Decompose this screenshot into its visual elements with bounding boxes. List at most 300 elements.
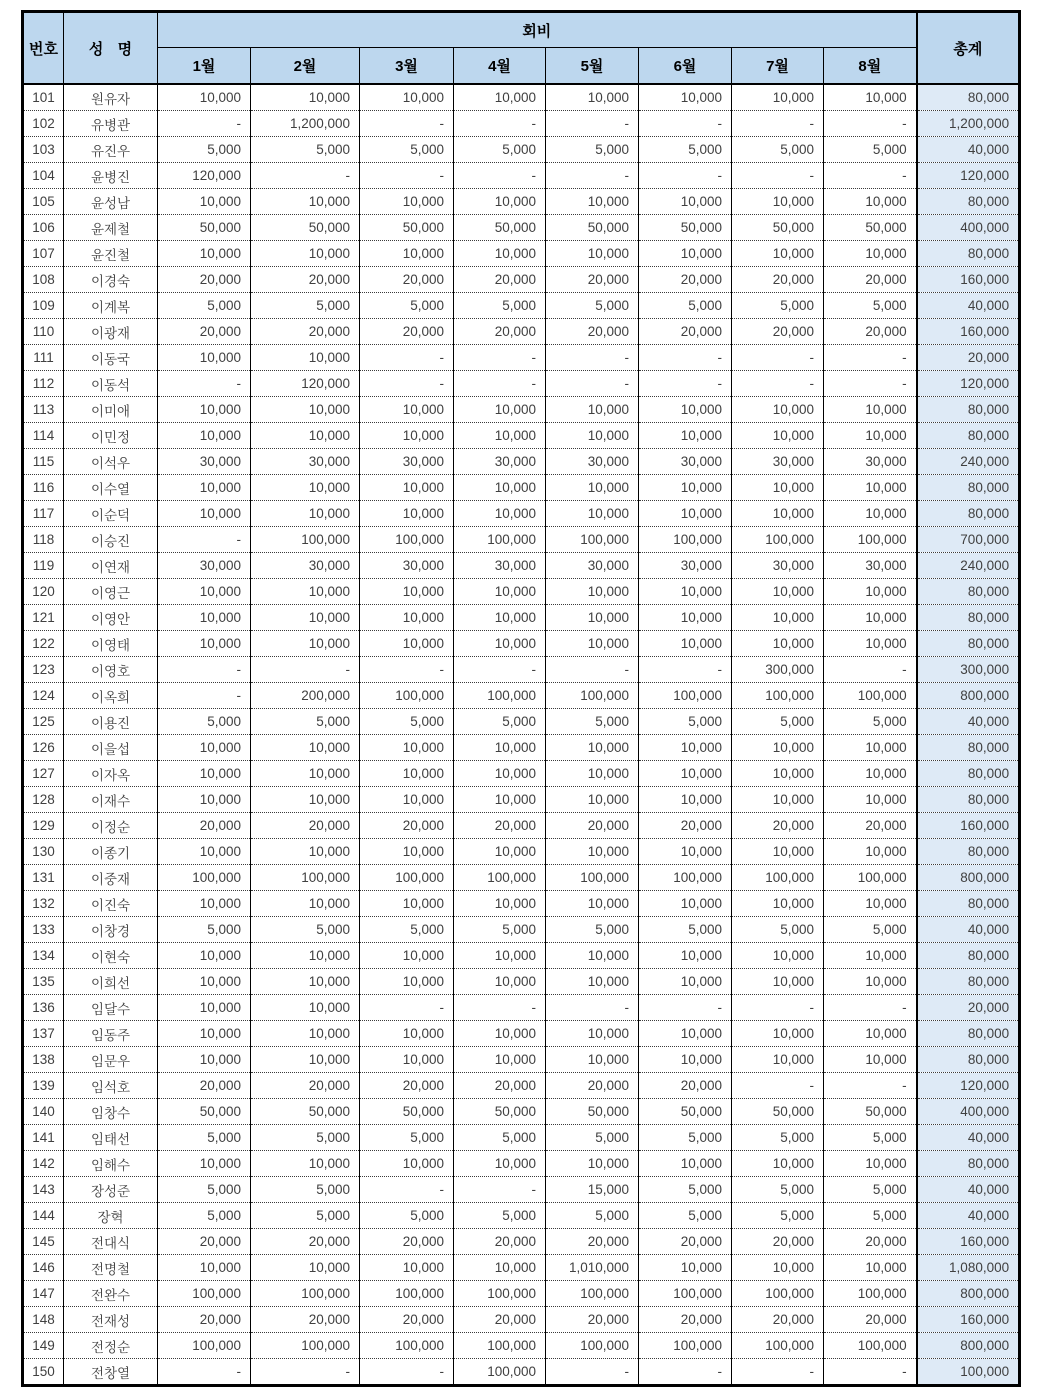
month-5-value-cell: 10,000: [546, 631, 639, 657]
month-6-value-cell: 10,000: [639, 241, 732, 267]
total-value-cell: 800,000: [917, 683, 1020, 709]
month-2-value-cell: 20,000: [251, 1229, 360, 1255]
table-row: [23, 579, 1020, 605]
month-3-value-cell: 50,000: [360, 215, 454, 241]
row-number-cell: 138: [23, 1047, 64, 1073]
month-8-value-cell: 100,000: [824, 1281, 917, 1307]
month-5-value-cell: 10,000: [546, 969, 639, 995]
month-2-value-cell: 10,000: [251, 1047, 360, 1073]
month-2-value-cell: -: [251, 1359, 360, 1386]
month-7-value-cell: 5,000: [732, 1203, 824, 1229]
month-5-value-cell: 10,000: [546, 501, 639, 527]
month-3-value-cell: 5,000: [360, 1125, 454, 1151]
month-1-value-cell: 120,000: [158, 163, 251, 189]
month-4-value-cell: 10,000: [454, 605, 546, 631]
month-3-value-cell: 5,000: [360, 1203, 454, 1229]
table-row: [23, 423, 1020, 449]
month-8-value-cell: 20,000: [824, 1229, 917, 1255]
table-row: [23, 345, 1020, 371]
member-name-cell: 이영호: [64, 657, 158, 683]
row-number-cell: 133: [23, 917, 64, 943]
month-3-value-cell: 10,000: [360, 943, 454, 969]
month-6-value-cell: 10,000: [639, 631, 732, 657]
month-3-value-cell: 10,000: [360, 241, 454, 267]
row-number-cell: 135: [23, 969, 64, 995]
month-4-value-cell: 30,000: [454, 553, 546, 579]
month-7-value-cell: 20,000: [732, 1307, 824, 1333]
month-7-value-cell: 20,000: [732, 813, 824, 839]
total-value-cell: 80,000: [917, 397, 1020, 423]
total-value-cell: 240,000: [917, 449, 1020, 475]
total-value-cell: 20,000: [917, 995, 1020, 1021]
month-2-value-cell: 5,000: [251, 1177, 360, 1203]
month-1-value-cell: 10,000: [158, 1255, 251, 1281]
month-5-value-cell: 5,000: [546, 1125, 639, 1151]
month-8-value-cell: 10,000: [824, 787, 917, 813]
month-8-value-cell: -: [824, 111, 917, 137]
month-5-value-cell: 100,000: [546, 527, 639, 553]
table-row: [23, 839, 1020, 865]
total-value-cell: 20,000: [917, 345, 1020, 371]
month-2-value-cell: 10,000: [251, 761, 360, 787]
month-1-value-cell: 100,000: [158, 1281, 251, 1307]
month-7-value-cell: 10,000: [732, 761, 824, 787]
month-6-value-cell: 10,000: [639, 1021, 732, 1047]
month-1-value-cell: 10,000: [158, 579, 251, 605]
month-4-value-cell: 10,000: [454, 891, 546, 917]
month-4-value-cell: 10,000: [454, 1021, 546, 1047]
total-value-cell: 1,080,000: [917, 1255, 1020, 1281]
month-2-value-cell: 5,000: [251, 709, 360, 735]
month-8-value-cell: 10,000: [824, 735, 917, 761]
month-2-value-cell: 100,000: [251, 527, 360, 553]
month-8-value-cell: 20,000: [824, 813, 917, 839]
month-7-value-cell: 20,000: [732, 267, 824, 293]
month-7-value-cell: 10,000: [732, 1255, 824, 1281]
month-2-value-cell: 10,000: [251, 345, 360, 371]
month-1-value-cell: 10,000: [158, 1151, 251, 1177]
month-3-value-cell: 10,000: [360, 605, 454, 631]
month-4-value-cell: -: [454, 371, 546, 397]
total-value-cell: 40,000: [917, 1125, 1020, 1151]
row-number-cell: 150: [23, 1359, 64, 1386]
month-6-value-cell: 100,000: [639, 527, 732, 553]
row-number-cell: 126: [23, 735, 64, 761]
total-value-cell: 300,000: [917, 657, 1020, 683]
row-number-cell: 124: [23, 683, 64, 709]
month-3-value-cell: 50,000: [360, 1099, 454, 1125]
month-5-value-cell: 20,000: [546, 813, 639, 839]
month-4-value-cell: 100,000: [454, 1359, 546, 1386]
fee-table: [21, 10, 1021, 1387]
member-name-cell: 이종기: [64, 839, 158, 865]
month-3-value-cell: 10,000: [360, 579, 454, 605]
month-2-value-cell: 50,000: [251, 1099, 360, 1125]
month-2-value-cell: 10,000: [251, 787, 360, 813]
month-1-value-cell: 50,000: [158, 1099, 251, 1125]
month-7-value-cell: 30,000: [732, 553, 824, 579]
month-4-value-cell: 10,000: [454, 397, 546, 423]
month-3-value-cell: 30,000: [360, 449, 454, 475]
month-2-value-cell: 10,000: [251, 189, 360, 215]
month-2-value-cell: 5,000: [251, 917, 360, 943]
member-name-cell: 이창경: [64, 917, 158, 943]
member-name-cell: 이현숙: [64, 943, 158, 969]
month-7-value-cell: 5,000: [732, 293, 824, 319]
month-2-value-cell: 10,000: [251, 475, 360, 501]
row-number-cell: 114: [23, 423, 64, 449]
month-1-value-cell: 10,000: [158, 631, 251, 657]
member-name-cell: 이계복: [64, 293, 158, 319]
month-7-value-cell: 10,000: [732, 735, 824, 761]
header-name: 성 명: [64, 12, 158, 85]
month-8-value-cell: 10,000: [824, 969, 917, 995]
month-8-value-cell: 20,000: [824, 319, 917, 345]
row-number-cell: 115: [23, 449, 64, 475]
month-1-value-cell: 50,000: [158, 215, 251, 241]
member-name-cell: 임해수: [64, 1151, 158, 1177]
month-6-value-cell: 10,000: [639, 397, 732, 423]
row-number-cell: 108: [23, 267, 64, 293]
month-3-value-cell: 10,000: [360, 761, 454, 787]
month-7-value-cell: 100,000: [732, 683, 824, 709]
month-1-value-cell: 20,000: [158, 267, 251, 293]
member-name-cell: 이영태: [64, 631, 158, 657]
total-value-cell: 80,000: [917, 501, 1020, 527]
month-5-value-cell: 15,000: [546, 1177, 639, 1203]
total-value-cell: 80,000: [917, 1047, 1020, 1073]
month-2-value-cell: 10,000: [251, 501, 360, 527]
month-4-value-cell: -: [454, 995, 546, 1021]
month-4-value-cell: 5,000: [454, 293, 546, 319]
month-1-value-cell: 10,000: [158, 761, 251, 787]
total-value-cell: 80,000: [917, 241, 1020, 267]
month-6-value-cell: 30,000: [639, 449, 732, 475]
month-2-value-cell: 10,000: [251, 1021, 360, 1047]
month-8-value-cell: 10,000: [824, 943, 917, 969]
month-8-value-cell: 5,000: [824, 1125, 917, 1151]
month-4-value-cell: 5,000: [454, 1203, 546, 1229]
month-7-value-cell: -: [732, 371, 824, 397]
month-1-value-cell: 20,000: [158, 319, 251, 345]
month-8-value-cell: 10,000: [824, 891, 917, 917]
total-value-cell: 80,000: [917, 839, 1020, 865]
month-8-value-cell: 30,000: [824, 553, 917, 579]
month-4-value-cell: 10,000: [454, 423, 546, 449]
month-5-value-cell: 10,000: [546, 423, 639, 449]
member-name-cell: 이수열: [64, 475, 158, 501]
month-8-value-cell: 10,000: [824, 397, 917, 423]
row-number-cell: 101: [23, 84, 64, 111]
month-4-value-cell: 10,000: [454, 787, 546, 813]
month-4-value-cell: 5,000: [454, 917, 546, 943]
row-number-cell: 143: [23, 1177, 64, 1203]
month-2-value-cell: 10,000: [251, 397, 360, 423]
total-value-cell: 80,000: [917, 579, 1020, 605]
month-5-value-cell: 10,000: [546, 475, 639, 501]
row-number-cell: 112: [23, 371, 64, 397]
month-6-value-cell: -: [639, 657, 732, 683]
month-3-value-cell: 10,000: [360, 1021, 454, 1047]
table-row: [23, 319, 1020, 345]
month-2-value-cell: 120,000: [251, 371, 360, 397]
month-5-value-cell: 10,000: [546, 839, 639, 865]
month-7-value-cell: 50,000: [732, 215, 824, 241]
table-row: [23, 969, 1020, 995]
month-1-value-cell: 10,000: [158, 189, 251, 215]
member-name-cell: 윤병진: [64, 163, 158, 189]
month-5-value-cell: 5,000: [546, 137, 639, 163]
month-3-value-cell: 10,000: [360, 501, 454, 527]
month-3-value-cell: 10,000: [360, 891, 454, 917]
month-6-value-cell: 50,000: [639, 1099, 732, 1125]
month-6-value-cell: 10,000: [639, 761, 732, 787]
member-name-cell: 이옥희: [64, 683, 158, 709]
table-row: [23, 1151, 1020, 1177]
month-4-value-cell: 100,000: [454, 1281, 546, 1307]
month-3-value-cell: 10,000: [360, 1151, 454, 1177]
month-3-value-cell: -: [360, 111, 454, 137]
month-4-value-cell: 10,000: [454, 969, 546, 995]
month-4-value-cell: 10,000: [454, 84, 546, 111]
header-total: 총계: [917, 12, 1020, 85]
month-4-value-cell: 100,000: [454, 865, 546, 891]
member-name-cell: 이미애: [64, 397, 158, 423]
month-3-value-cell: 20,000: [360, 1073, 454, 1099]
month-4-value-cell: 5,000: [454, 709, 546, 735]
row-number-cell: 144: [23, 1203, 64, 1229]
total-value-cell: 80,000: [917, 761, 1020, 787]
month-4-value-cell: 20,000: [454, 267, 546, 293]
table-body: [23, 84, 1020, 1386]
month-5-value-cell: 50,000: [546, 215, 639, 241]
month-8-value-cell: 5,000: [824, 709, 917, 735]
month-1-value-cell: 5,000: [158, 1177, 251, 1203]
row-number-cell: 125: [23, 709, 64, 735]
month-8-value-cell: 10,000: [824, 241, 917, 267]
month-4-value-cell: 10,000: [454, 189, 546, 215]
member-name-cell: 이중재: [64, 865, 158, 891]
month-8-value-cell: 10,000: [824, 475, 917, 501]
month-6-value-cell: 5,000: [639, 293, 732, 319]
month-3-value-cell: 5,000: [360, 137, 454, 163]
month-3-value-cell: 20,000: [360, 1229, 454, 1255]
month-7-value-cell: 10,000: [732, 605, 824, 631]
month-6-value-cell: 10,000: [639, 501, 732, 527]
month-5-value-cell: 10,000: [546, 579, 639, 605]
table-row: [23, 293, 1020, 319]
table-row: [23, 1099, 1020, 1125]
month-6-value-cell: 5,000: [639, 917, 732, 943]
month-8-value-cell: -: [824, 1359, 917, 1386]
total-value-cell: 80,000: [917, 735, 1020, 761]
month-2-value-cell: 10,000: [251, 943, 360, 969]
month-7-value-cell: 10,000: [732, 631, 824, 657]
table-row: [23, 1281, 1020, 1307]
month-1-value-cell: 20,000: [158, 813, 251, 839]
month-3-value-cell: 10,000: [360, 84, 454, 111]
total-value-cell: 160,000: [917, 1229, 1020, 1255]
month-6-value-cell: 20,000: [639, 267, 732, 293]
month-1-value-cell: 10,000: [158, 839, 251, 865]
header-month-3: 3월: [360, 48, 454, 85]
total-value-cell: 120,000: [917, 371, 1020, 397]
member-name-cell: 전완수: [64, 1281, 158, 1307]
month-2-value-cell: 10,000: [251, 1255, 360, 1281]
month-1-value-cell: 20,000: [158, 1229, 251, 1255]
member-name-cell: 전대식: [64, 1229, 158, 1255]
table-header: [23, 12, 1020, 85]
month-5-value-cell: -: [546, 1359, 639, 1386]
month-2-value-cell: 10,000: [251, 631, 360, 657]
table-row: [23, 241, 1020, 267]
month-2-value-cell: 10,000: [251, 1151, 360, 1177]
month-7-value-cell: 10,000: [732, 189, 824, 215]
month-2-value-cell: 10,000: [251, 969, 360, 995]
month-5-value-cell: 10,000: [546, 189, 639, 215]
month-1-value-cell: -: [158, 371, 251, 397]
month-5-value-cell: -: [546, 995, 639, 1021]
month-7-value-cell: 5,000: [732, 137, 824, 163]
table-row: [23, 1359, 1020, 1386]
month-6-value-cell: 10,000: [639, 1047, 732, 1073]
total-value-cell: 80,000: [917, 475, 1020, 501]
month-2-value-cell: 10,000: [251, 891, 360, 917]
table-row: [23, 501, 1020, 527]
month-6-value-cell: 5,000: [639, 1203, 732, 1229]
month-7-value-cell: 20,000: [732, 319, 824, 345]
total-value-cell: 80,000: [917, 605, 1020, 631]
month-5-value-cell: 10,000: [546, 891, 639, 917]
month-6-value-cell: 20,000: [639, 1073, 732, 1099]
month-3-value-cell: 20,000: [360, 319, 454, 345]
month-5-value-cell: 20,000: [546, 1307, 639, 1333]
month-6-value-cell: 30,000: [639, 553, 732, 579]
month-4-value-cell: 20,000: [454, 1073, 546, 1099]
month-7-value-cell: 5,000: [732, 1177, 824, 1203]
month-2-value-cell: 10,000: [251, 241, 360, 267]
month-6-value-cell: 20,000: [639, 813, 732, 839]
month-8-value-cell: 10,000: [824, 761, 917, 787]
month-5-value-cell: 50,000: [546, 1099, 639, 1125]
month-3-value-cell: 100,000: [360, 1281, 454, 1307]
member-name-cell: 유진우: [64, 137, 158, 163]
table-row: [23, 1203, 1020, 1229]
row-number-cell: 105: [23, 189, 64, 215]
month-4-value-cell: 20,000: [454, 813, 546, 839]
table-row: [23, 995, 1020, 1021]
month-8-value-cell: 100,000: [824, 527, 917, 553]
row-number-cell: 116: [23, 475, 64, 501]
header-month-8: 8월: [824, 48, 917, 85]
member-name-cell: 이정순: [64, 813, 158, 839]
month-7-value-cell: 10,000: [732, 969, 824, 995]
month-5-value-cell: -: [546, 345, 639, 371]
month-7-value-cell: 20,000: [732, 1229, 824, 1255]
row-number-cell: 142: [23, 1151, 64, 1177]
header-month-5: 5월: [546, 48, 639, 85]
month-1-value-cell: 20,000: [158, 1073, 251, 1099]
month-4-value-cell: 20,000: [454, 319, 546, 345]
month-8-value-cell: 10,000: [824, 605, 917, 631]
month-3-value-cell: 20,000: [360, 1307, 454, 1333]
month-5-value-cell: 5,000: [546, 1203, 639, 1229]
row-number-cell: 146: [23, 1255, 64, 1281]
total-value-cell: 40,000: [917, 137, 1020, 163]
month-3-value-cell: 100,000: [360, 865, 454, 891]
month-7-value-cell: 5,000: [732, 917, 824, 943]
total-value-cell: 100,000: [917, 1359, 1020, 1386]
total-value-cell: 800,000: [917, 1333, 1020, 1359]
month-8-value-cell: 100,000: [824, 1333, 917, 1359]
month-5-value-cell: 100,000: [546, 865, 639, 891]
month-5-value-cell: 20,000: [546, 1229, 639, 1255]
table-row: [23, 813, 1020, 839]
month-8-value-cell: -: [824, 657, 917, 683]
table-row: [23, 137, 1020, 163]
month-8-value-cell: 50,000: [824, 215, 917, 241]
month-2-value-cell: 10,000: [251, 735, 360, 761]
table-row: [23, 527, 1020, 553]
month-5-value-cell: 5,000: [546, 293, 639, 319]
month-7-value-cell: 10,000: [732, 1021, 824, 1047]
month-8-value-cell: 10,000: [824, 1047, 917, 1073]
table-row: [23, 735, 1020, 761]
month-3-value-cell: 10,000: [360, 787, 454, 813]
month-1-value-cell: 5,000: [158, 293, 251, 319]
membership-fee-table: [21, 10, 1021, 1387]
member-name-cell: 장혁: [64, 1203, 158, 1229]
month-4-value-cell: 10,000: [454, 761, 546, 787]
total-value-cell: 80,000: [917, 423, 1020, 449]
row-number-cell: 140: [23, 1099, 64, 1125]
month-1-value-cell: 10,000: [158, 345, 251, 371]
member-name-cell: 이영안: [64, 605, 158, 631]
month-5-value-cell: 20,000: [546, 319, 639, 345]
month-2-value-cell: 20,000: [251, 1307, 360, 1333]
table-row: [23, 397, 1020, 423]
total-value-cell: 240,000: [917, 553, 1020, 579]
member-name-cell: 임문우: [64, 1047, 158, 1073]
month-5-value-cell: 1,010,000: [546, 1255, 639, 1281]
month-7-value-cell: 10,000: [732, 84, 824, 111]
month-4-value-cell: 10,000: [454, 1151, 546, 1177]
month-3-value-cell: 10,000: [360, 969, 454, 995]
row-number-cell: 118: [23, 527, 64, 553]
month-3-value-cell: 30,000: [360, 553, 454, 579]
total-value-cell: 40,000: [917, 1177, 1020, 1203]
month-8-value-cell: 30,000: [824, 449, 917, 475]
header-fee-group: 회비: [158, 12, 917, 48]
month-1-value-cell: 10,000: [158, 1047, 251, 1073]
month-8-value-cell: 50,000: [824, 1099, 917, 1125]
total-value-cell: 40,000: [917, 293, 1020, 319]
month-2-value-cell: 50,000: [251, 215, 360, 241]
month-2-value-cell: 30,000: [251, 553, 360, 579]
month-1-value-cell: -: [158, 683, 251, 709]
total-value-cell: 160,000: [917, 319, 1020, 345]
month-1-value-cell: -: [158, 527, 251, 553]
month-6-value-cell: 10,000: [639, 839, 732, 865]
month-1-value-cell: -: [158, 1359, 251, 1386]
month-8-value-cell: 5,000: [824, 293, 917, 319]
month-8-value-cell: 10,000: [824, 423, 917, 449]
month-8-value-cell: 10,000: [824, 1255, 917, 1281]
row-number-cell: 121: [23, 605, 64, 631]
month-6-value-cell: 10,000: [639, 943, 732, 969]
month-4-value-cell: 10,000: [454, 631, 546, 657]
month-8-value-cell: -: [824, 995, 917, 1021]
